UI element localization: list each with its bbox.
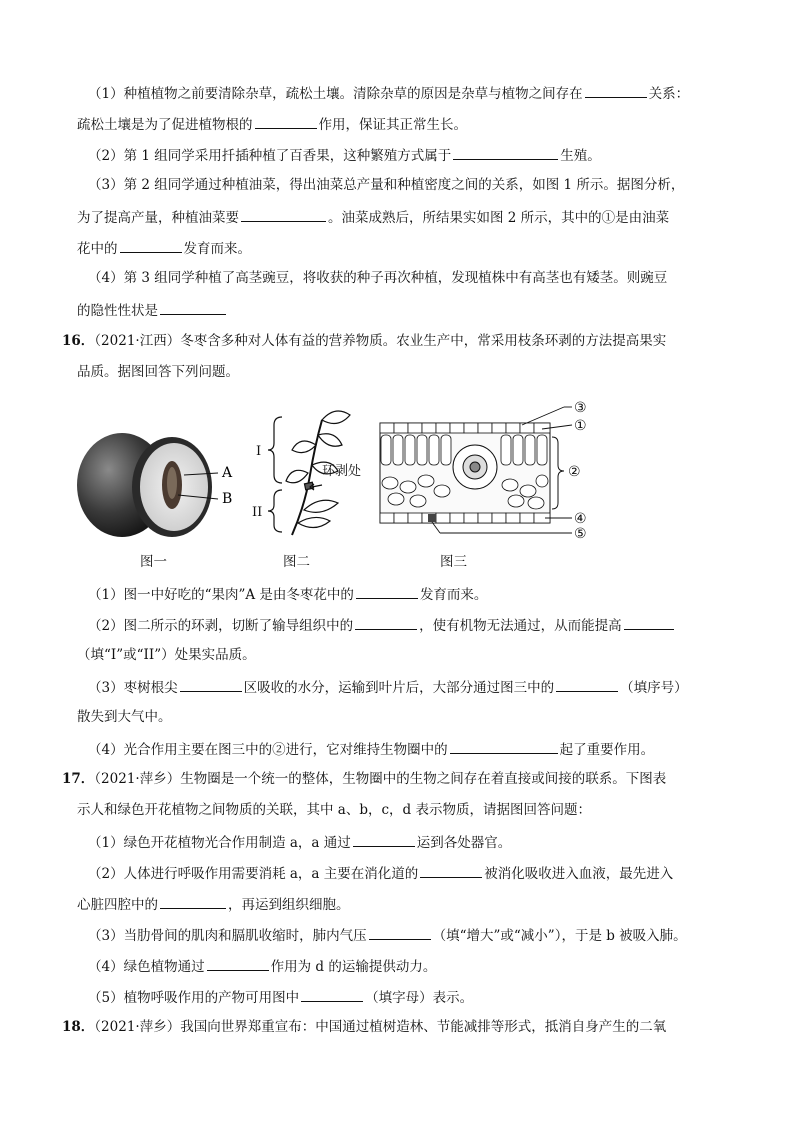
answer-blank[interactable] (369, 924, 431, 940)
answer-blank[interactable] (255, 113, 317, 129)
q16-heading-line1: 16．（2021·江西）冬枣含多种对人体有益的营养物质。农业生产中，常采用枝条环剥的方法提高果实 (62, 333, 667, 349)
num-4: ④ (574, 511, 587, 527)
answer-blank[interactable] (241, 206, 326, 222)
q17-part1: （1）绿色开花植物光合作用制造 a，a 通过 运到各处器官。 (88, 831, 511, 853)
q15-part1-line1: （1）种植植物之前要清除杂草，疏松土壤。清除杂草的原因是杂草与植物之间存在 关系： (88, 82, 689, 104)
num-5: ⑤ (574, 526, 587, 542)
q15-part3-line1: （3）第 2 组同学通过种植油菜，得出油菜总产量和种植密度之间的关系，如图 1 所示。据图分析， (88, 177, 685, 193)
q15-part1-line2: 疏松土壤是为了促进植物根的 作用，保证其正常生长。 (77, 113, 467, 135)
num-3: ③ (574, 400, 587, 416)
q16-part2-line1: （2）图二所示的环剥，切断了输导组织中的 ，使有机物无法通过，从而能提高 (88, 614, 676, 636)
q16-figure (60, 395, 740, 570)
q17-heading-line1: 17．（2021·萍乡）生物圈是一个统一的整体，生物圈中的生物之间存在着直接或间接的联系。下图表 (62, 771, 667, 787)
caption-fig1: 图一 (140, 554, 167, 570)
fig3-leaf-section (380, 400, 587, 542)
answer-blank[interactable] (180, 676, 242, 692)
q16-heading-line2: 品质。据图回答下列问题。 (77, 364, 239, 380)
answer-blank[interactable] (356, 583, 418, 599)
answer-blank[interactable] (420, 862, 482, 878)
num-2: ② (568, 464, 581, 480)
q15-part4-line1: （4）第 3 组同学种植了高茎豌豆，将收获的种子再次种植，发现植株中有高茎也有矮茎。则豌豆 (88, 270, 668, 286)
q18-heading-line1: 18．（2021·萍乡）我国向世界郑重宣布：中国通过植树造林、节能减排等形式，抵消自身产生的二氧 (62, 1019, 667, 1035)
label-ring: 环剥处 (322, 464, 362, 479)
label-II: II (252, 505, 263, 520)
q16-part1: （1）图一中好吃的“果肉”A 是由冬枣花中的 发育而来。 (88, 583, 487, 605)
q15-part3-line2: 为了提高产量，种植油菜要 。油菜成熟后，所结果实如图 2 所示，其中的①是由油菜 (77, 206, 669, 228)
q16-part3-line2: 散失到大气中。 (77, 709, 172, 725)
q15-part3-line3: 花中的 发育而来。 (77, 237, 251, 259)
q16-part3-line1: （3）枣树根尖 区吸收的水分，运输到叶片后，大部分通过图三中的 （填序号） (88, 676, 688, 698)
caption-fig2: 图二 (283, 554, 310, 570)
q17-part4: （4）绿色植物通过 作用为 d 的运输提供动力。 (88, 955, 436, 977)
q15-part2: （2）第 1 组同学采用扦插种植了百香果，这种繁殖方式属于 生殖。 (88, 144, 601, 166)
answer-blank[interactable] (353, 831, 415, 847)
label-b: B (222, 491, 233, 507)
q16-part4: （4）光合作用主要在图三中的②进行，它对维持生物圈中的 起了重要作用。 (88, 738, 654, 760)
caption-fig3: 图三 (440, 554, 467, 570)
q17-heading-line2: 示人和绿色开花植物之间物质的关联，其中 a、b，c，d 表示物质，请据图回答问题： (77, 802, 591, 818)
fig2-branch (252, 411, 361, 535)
num-1: ① (574, 418, 587, 434)
answer-blank[interactable] (120, 237, 182, 253)
q15-part4-line2: 的隐性性状是 (77, 299, 228, 321)
label-I: I (256, 444, 262, 459)
q16-part2-line2: （填“I”或“II”）处果实品质。 (77, 647, 256, 663)
q17-part2-line1: （2）人体进行呼吸作用需要消耗 a，a 主要在消化道的 被消化吸收进入血液，最先进入 (88, 862, 673, 884)
q17-part2-line2: 心脏四腔中的 ，再运到组织细胞。 (77, 893, 350, 915)
label-a: A (222, 465, 233, 481)
answer-blank[interactable] (160, 893, 226, 909)
answer-blank[interactable] (450, 738, 558, 754)
q17-part5: （5）植物呼吸作用的产物可用图中 （填字母）表示。 (88, 986, 473, 1008)
answer-blank[interactable] (624, 614, 674, 630)
answer-blank[interactable] (453, 144, 558, 160)
answer-blank[interactable] (207, 955, 269, 971)
answer-blank[interactable] (556, 676, 618, 692)
fig1-jujube (77, 433, 233, 537)
answer-blank[interactable] (585, 82, 647, 98)
answer-blank[interactable] (301, 986, 363, 1002)
q17-part3: （3）当肋骨间的肌肉和膈肌收缩时，肺内气压 （填“增大”或“减小”），于是 b 被吸入肺。 (88, 924, 687, 946)
answer-blank[interactable] (355, 614, 417, 630)
answer-blank[interactable] (160, 299, 226, 315)
